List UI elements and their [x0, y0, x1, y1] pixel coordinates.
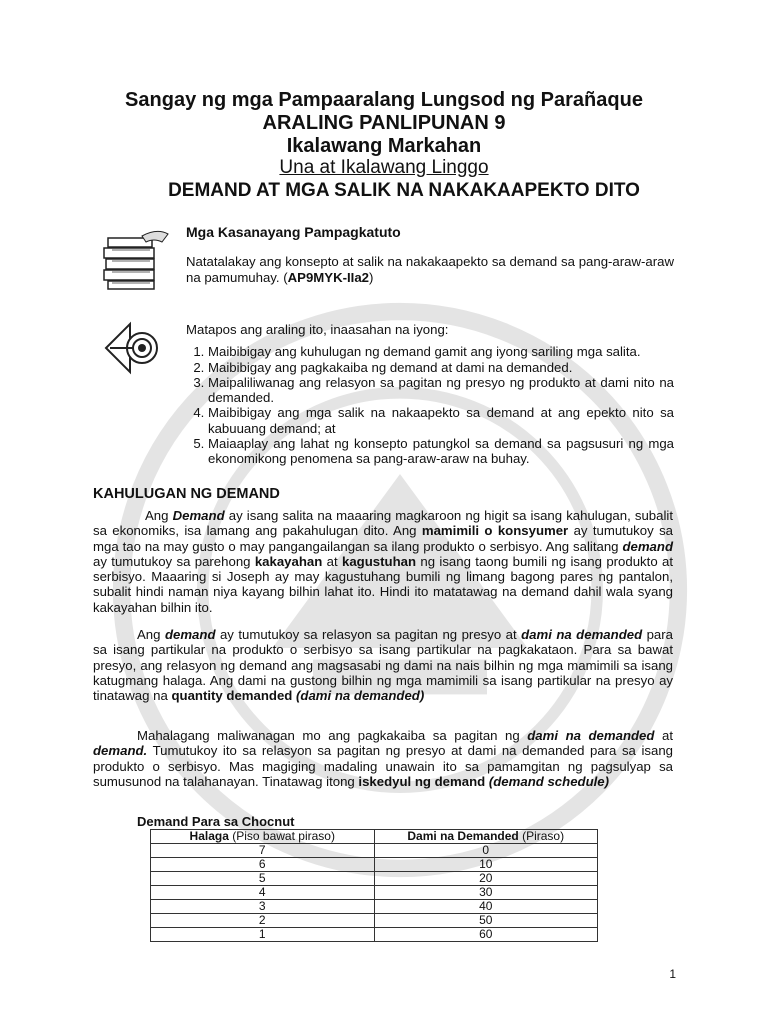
table-header-row [151, 830, 598, 844]
table-row: 4 30 [151, 886, 598, 900]
quarter-title: Ikalawang Markahan [286, 135, 482, 157]
objective-item: 1. Maibibigay ang kuhulugan ng demand gamit ang iyong sariling mga salita. [208, 344, 674, 359]
lesson-title: DEMAND AT MGA SALIK NA NAKAKAAPEKTO DITO [168, 180, 640, 201]
division-title: Sangay ng mga Pampaaralang Lungsod ng Parañaque [125, 89, 643, 111]
page-number: 1 [669, 967, 676, 981]
objectives-list [186, 344, 674, 466]
week-title: Una at Ikalawang Linggo [279, 157, 489, 178]
objectives-block [186, 322, 674, 467]
target-icon [104, 320, 160, 376]
table-row: 5 20 [151, 872, 598, 886]
table-row: 1 60 [151, 928, 598, 942]
table-row: 2 50 [151, 914, 598, 928]
competency-text: Natatalakay ang konsepto at salik na nakakaapekto sa demand sa pang-araw-araw na pamumuhay. (AP9MYK-IIa2) [186, 254, 674, 285]
objective-item: 4. Maibibigay ang mga salik na nakaapekto sa demand at ang epekto nito sa kabuuang demand; at [208, 405, 674, 436]
paragraph-1: Ang Demand ay isang salita na maaaring magkaroon ng higit sa isang kahulugan, subalit sa ekonomiks, isa lamang ang pakahulugan dito. Ang mamimili o konsyumer ay tumutukoy sa mga tao na may gusto o may pangangailangan sa ilang produkto o serbisyo. Ang salitang demand ay tumutukoy sa parehong kakayahan at kagustuhan ng isang taong bumili ng isang produkto at serbisyo. Maaaring si Joseph ay may kagustuhang bumili ng limang bagong pares ng pantalon, subalit hindi naman niya kayang bilhin lahat ito. Hindi ito matatawag na demand dahil wala syang kakayahan bilhin ito. [93, 508, 674, 615]
competency-heading: Mga Kasanayang Pampagkatuto [186, 224, 401, 240]
subject-title: ARALING PANLIPUNAN 9 [262, 112, 506, 134]
table-title: Demand Para sa Chocnut [137, 814, 295, 829]
competency-block [186, 225, 674, 285]
section-title: KAHULUGAN NG DEMAND [93, 486, 280, 502]
quantity-column-header: Dami na Demanded (Piraso) [374, 830, 598, 844]
table-row: 6 10 [151, 858, 598, 872]
objective-item: 5. Maiaaplay ang lahat ng konsepto patungkol sa demand sa pagsusuri ng mga ekonomikong penomena sa pang-araw-araw na buhay. [208, 436, 674, 467]
paragraph-3: Mahalagang maliwanagan mo ang pagkakaiba sa pagitan ng dami na demanded at demand. Tumutukoy ito sa relasyon sa pagitan ng presyo at dami na demanded para sa isang produkto o serbisyo. Mas magiging madaling unawain ito sa pamamgitan ng pagsulyap sa sumusunod na talahanayan. Tinatawag itong iskedyul ng demand (demand schedule) [93, 728, 673, 789]
paragraph-2: Ang demand ay tumutukoy sa relasyon sa pagitan ng presyo at dami na demanded para sa isang partikular na produkto o serbisyo sa isang partikular na pagkakataon. Para sa bawat presyo, ang relasyon ng demand ang magsasabi ng dami na nais bilhin ng mga mamimili sa isang katugmang halaga. Ang dami na gustong bilhin ng mga mamimili sa isang partikular na presyo ay tinatawag na quantity demanded (dami na demanded) [93, 627, 673, 704]
competency-code: AP9MYK-IIa2 [287, 269, 370, 285]
objective-item: 3. Maipaliliwanag ang relasyon sa pagitan ng presyo ng produkto at dami nito na demanded. [208, 375, 674, 406]
price-column-header: Halaga (Piso bawat piraso) [151, 830, 375, 844]
books-icon [102, 228, 172, 290]
table-row: 7 0 [151, 844, 598, 858]
objectives-intro: Matapos ang araling ito, inaasahan na iyong: [186, 322, 449, 337]
objective-item: 2. Maibibigay ang pagkakaiba ng demand at dami na demanded. [208, 360, 674, 375]
demand-schedule-table [150, 829, 598, 942]
table-row: 3 40 [151, 900, 598, 914]
